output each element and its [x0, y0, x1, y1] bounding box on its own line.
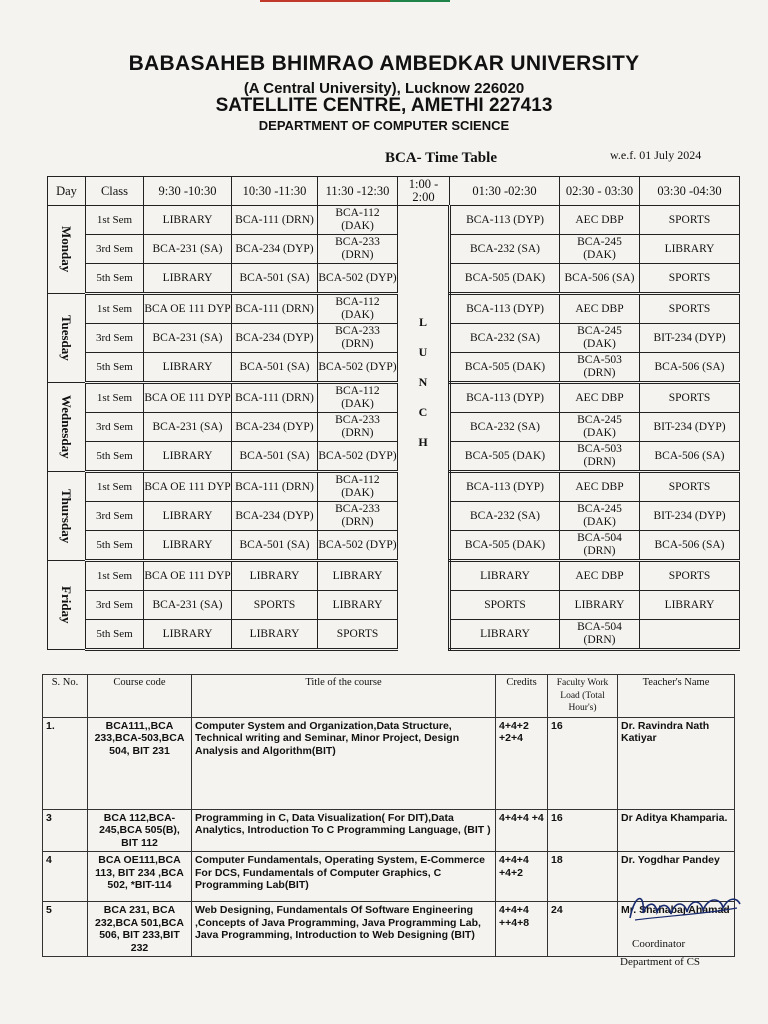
course-title: Web Designing, Fundamentals Of Software Engineering ,Concepts of Java Programming, Java Programming Lab, Java Programming, Introduction to Web Designing (BIT): [192, 902, 496, 957]
course-load: 16: [548, 717, 618, 809]
lunch-letter: U: [418, 345, 428, 359]
timetable-cell: BCA-112 (DAK): [318, 294, 398, 324]
timetable-cell: BCA-234 (DYP): [232, 413, 318, 442]
timetable-row: [48, 620, 740, 650]
lunch-column: [398, 206, 450, 650]
timetable-cell: SPORTS: [640, 561, 740, 591]
timetable-cell: BCA-112 (DAK): [318, 206, 398, 235]
timetable-cell: BCA-502 (DYP): [318, 442, 398, 472]
timetable-cell: BCA-506 (SA): [560, 264, 640, 294]
timetable-cell: BIT-234 (DYP): [640, 502, 740, 531]
timetable-cell: LIBRARY: [318, 561, 398, 591]
timetable-cell: BCA-111 (DRN): [232, 206, 318, 235]
timetable-cell: AEC DBP: [560, 472, 640, 502]
timetable-cell: LIBRARY: [144, 502, 232, 531]
department-label: Department of CS: [620, 956, 701, 968]
timetable-cell: LIBRARY: [144, 442, 232, 472]
timetable-cell: SPORTS: [640, 472, 740, 502]
course-column-header: S. No.: [43, 675, 88, 718]
timetable-column-header: 03:30 -04:30: [640, 177, 740, 206]
semester-label: 3rd Sem: [86, 591, 144, 620]
timetable-cell: BCA-501 (SA): [232, 531, 318, 561]
timetable-column-header: Class: [86, 177, 144, 206]
timetable-cell: LIBRARY: [144, 353, 232, 383]
course-column-header: Title of the course: [192, 675, 496, 718]
course-row: [43, 717, 735, 809]
course-row: [43, 809, 735, 852]
timetable-cell: AEC DBP: [560, 206, 640, 235]
timetable-cell: BCA-245 (DAK): [560, 502, 640, 531]
department-name: DEPARTMENT OF COMPUTER SCIENCE: [258, 118, 510, 133]
semester-label: 1st Sem: [86, 383, 144, 413]
timetable-row: [48, 502, 740, 531]
timetable-cell: LIBRARY: [144, 206, 232, 235]
timetable-row: [48, 413, 740, 442]
timetable-title: BCA- Time Table: [385, 150, 497, 166]
course-teacher: Dr. Ravindra Nath Katiyar: [618, 717, 735, 809]
timetable-cell: BCA-231 (SA): [144, 413, 232, 442]
timetable-cell: BCA-232 (SA): [450, 235, 560, 264]
timetable-row: [48, 591, 740, 620]
timetable-cell: SPORTS: [318, 620, 398, 650]
timetable-cell: BCA-111 (DRN): [232, 294, 318, 324]
timetable-cell: LIBRARY: [640, 591, 740, 620]
timetable-cell: SPORTS: [640, 294, 740, 324]
course-code: BCA 231, BCA 232,BCA 501,BCA 506, BIT 233,BIT 232: [88, 902, 192, 957]
course-column-header: Faculty Work Load (Total Hour's): [548, 675, 618, 718]
timetable-cell: BCA-502 (DYP): [318, 264, 398, 294]
timetable-cell: BCA-232 (SA): [450, 324, 560, 353]
timetable-cell: LIBRARY: [318, 591, 398, 620]
timetable-cell: BCA-503 (DRN): [560, 353, 640, 383]
course-column-header: Teacher's Name: [618, 675, 735, 718]
timetable-row: [48, 206, 740, 235]
course-teacher: Dr Aditya Khamparia.: [618, 809, 735, 852]
course-title: Computer Fundamentals, Operating System, E-Commerce For DCS, Fundamentals of Computer Graphics, C Programming Lab(BIT): [192, 852, 496, 902]
semester-label: 1st Sem: [86, 294, 144, 324]
course-credits: 4+4+4 ++4+8: [496, 902, 548, 957]
timetable-cell: BCA-231 (SA): [144, 324, 232, 353]
day-label: Monday: [48, 206, 86, 294]
timetable-cell: LIBRARY: [560, 591, 640, 620]
timetable-cell: LIBRARY: [144, 620, 232, 650]
timetable-cell: BCA-245 (DAK): [560, 413, 640, 442]
timetable-column-header: 1:00 - 2:00: [398, 177, 450, 206]
timetable-cell: BCA-232 (SA): [450, 413, 560, 442]
timetable-row: [48, 383, 740, 413]
timetable-column-header: 9:30 -10:30: [144, 177, 232, 206]
timetable-column-header: Day: [48, 177, 86, 206]
course-code: BCA OE111,BCA 113, BIT 234 ,BCA 502, *BIT-114: [88, 852, 192, 902]
course-code: BCA111,,BCA 233,BCA-503,BCA 504, BIT 231: [88, 717, 192, 809]
timetable-cell: AEC DBP: [560, 383, 640, 413]
timetable-cell: AEC DBP: [560, 561, 640, 591]
timetable-cell: LIBRARY: [232, 561, 318, 591]
semester-label: 5th Sem: [86, 531, 144, 561]
timetable-cell: LIBRARY: [450, 561, 560, 591]
timetable-cell: SPORTS: [640, 264, 740, 294]
timetable-cell: LIBRARY: [144, 531, 232, 561]
timetable-cell: LIBRARY: [144, 264, 232, 294]
semester-label: 5th Sem: [86, 264, 144, 294]
timetable-row: [48, 561, 740, 591]
timetable-cell: BCA-113 (DYP): [450, 383, 560, 413]
timetable-cell: BCA-502 (DYP): [318, 353, 398, 383]
timetable-cell: BCA-501 (SA): [232, 353, 318, 383]
timetable-cell: LIBRARY: [640, 235, 740, 264]
timetable-column-header: 01:30 -02:30: [450, 177, 560, 206]
university-subtitle: (A Central University), Lucknow 226020: [243, 80, 525, 97]
course-no: 1.: [43, 717, 88, 809]
timetable-cell: BCA-233 (DRN): [318, 413, 398, 442]
top-stripe: [0, 0, 768, 5]
timetable-cell: LIBRARY: [232, 620, 318, 650]
timetable-cell: [640, 620, 740, 650]
timetable-cell: BCA-112 (DAK): [318, 472, 398, 502]
centre-name: SATELLITE CENTRE, AMETHI 227413: [215, 95, 553, 116]
timetable-row: [48, 472, 740, 502]
timetable-cell: BCA-112 (DAK): [318, 383, 398, 413]
timetable-cell: BCA-234 (DYP): [232, 502, 318, 531]
timetable-cell: AEC DBP: [560, 294, 640, 324]
effective-date: w.e.f. 01 July 2024: [610, 148, 702, 162]
coordinator-label: Coordinator: [632, 938, 686, 950]
timetable-cell: BCA-231 (SA): [144, 235, 232, 264]
timetable-column-header: 10:30 -11:30: [232, 177, 318, 206]
lunch-letter: L: [418, 315, 427, 329]
timetable-cell: SPORTS: [640, 206, 740, 235]
course-no: 4: [43, 852, 88, 902]
timetable-cell: BCA-505 (DAK): [450, 353, 560, 383]
timetable-cell: BCA-113 (DYP): [450, 294, 560, 324]
course-teacher: Mr. Shahabaj Ahamad: [618, 902, 735, 957]
timetable-cell: BCA-232 (SA): [450, 502, 560, 531]
timetable-cell: BCA OE 111 DYP: [144, 561, 232, 591]
timetable-row: [48, 264, 740, 294]
timetable-cell: BCA-234 (DYP): [232, 324, 318, 353]
day-label: Friday: [48, 561, 86, 650]
timetable-cell: BCA-505 (DAK): [450, 531, 560, 561]
course-no: 3: [43, 809, 88, 852]
timetable-cell: BCA-245 (DAK): [560, 235, 640, 264]
day-label: Tuesday: [48, 294, 86, 383]
day-label: Thursday: [48, 472, 86, 561]
semester-label: 5th Sem: [86, 620, 144, 650]
timetable-header: [48, 177, 740, 206]
timetable-row: [48, 324, 740, 353]
timetable-cell: BCA-233 (DRN): [318, 324, 398, 353]
timetable-cell: BCA-506 (SA): [640, 442, 740, 472]
semester-label: 3rd Sem: [86, 235, 144, 264]
semester-label: 5th Sem: [86, 353, 144, 383]
course-table-header: [43, 675, 735, 718]
course-title: Computer System and Organization,Data Structure, Technical writing and Seminar, Minor Project, Design Analysis and Algorithm(BIT): [192, 717, 496, 809]
timetable-cell: BCA-113 (DYP): [450, 206, 560, 235]
course-credits: 4+4+4 +4+2: [496, 852, 548, 902]
university-name: BABASAHEB BHIMRAO AMBEDKAR UNIVERSITY: [128, 52, 640, 75]
course-column-header: Credits: [496, 675, 548, 718]
timetable-cell: BCA-505 (DAK): [450, 442, 560, 472]
course-credits: 4+4+4 +4: [496, 809, 548, 852]
timetable-cell: BCA-113 (DYP): [450, 472, 560, 502]
course-load: 18: [548, 852, 618, 902]
timetable-cell: BIT-234 (DYP): [640, 324, 740, 353]
timetable-cell: BCA-233 (DRN): [318, 235, 398, 264]
timetable-cell: BCA OE 111 DYP: [144, 472, 232, 502]
timetable-cell: BCA-501 (SA): [232, 442, 318, 472]
timetable-row: [48, 531, 740, 561]
semester-label: 5th Sem: [86, 442, 144, 472]
coordinator-signature: [625, 888, 745, 928]
course-load: 24: [548, 902, 618, 957]
timetable-column-header: 02:30 - 03:30: [560, 177, 640, 206]
timetable-cell: BCA-231 (SA): [144, 591, 232, 620]
timetable-cell: BCA-233 (DRN): [318, 502, 398, 531]
timetable-cell: BCA OE 111 DYP: [144, 294, 232, 324]
timetable-cell: SPORTS: [232, 591, 318, 620]
timetable-cell: BCA-503 (DRN): [560, 442, 640, 472]
lunch-letter: H: [418, 435, 428, 449]
timetable-cell: BCA-234 (DYP): [232, 235, 318, 264]
timetable-cell: BCA-504 (DRN): [560, 531, 640, 561]
course-teacher: Dr. Yogdhar Pandey: [618, 852, 735, 902]
timetable-cell: SPORTS: [640, 383, 740, 413]
timetable-cell: BCA-504 (DRN): [560, 620, 640, 650]
timetable-cell: LIBRARY: [450, 620, 560, 650]
timetable-cell: BCA-501 (SA): [232, 264, 318, 294]
timetable-cell: BIT-234 (DYP): [640, 413, 740, 442]
semester-label: 1st Sem: [86, 206, 144, 235]
semester-label: 1st Sem: [86, 561, 144, 591]
timetable-cell: BCA-502 (DYP): [318, 531, 398, 561]
timetable-cell: BCA-245 (DAK): [560, 324, 640, 353]
course-no: 5: [43, 902, 88, 957]
semester-label: 1st Sem: [86, 472, 144, 502]
timetable-cell: BCA-506 (SA): [640, 531, 740, 561]
semester-label: 3rd Sem: [86, 502, 144, 531]
timetable-row: [48, 235, 740, 264]
timetable-row: [48, 442, 740, 472]
timetable: [47, 176, 740, 651]
course-credits: 4+4+2 +2+4: [496, 717, 548, 809]
course-code: BCA 112,BCA-245,BCA 505(B), BIT 112: [88, 809, 192, 852]
timetable-row: [48, 353, 740, 383]
timetable-cell: BCA-505 (DAK): [450, 264, 560, 294]
day-label: Wednesday: [48, 383, 86, 472]
lunch-letter: C: [418, 405, 428, 419]
timetable-row: [48, 294, 740, 324]
semester-label: 3rd Sem: [86, 413, 144, 442]
timetable-cell: BCA OE 111 DYP: [144, 383, 232, 413]
timetable-cell: SPORTS: [450, 591, 560, 620]
timetable-cell: BCA-506 (SA): [640, 353, 740, 383]
course-load: 16: [548, 809, 618, 852]
timetable-column-header: 11:30 -12:30: [318, 177, 398, 206]
timetable-cell: BCA-111 (DRN): [232, 383, 318, 413]
lunch-letter: N: [418, 375, 428, 389]
course-title: Programming in C, Data Visualization( For DIT),Data Analytics, Introduction To C Programming Language, (BIT ): [192, 809, 496, 852]
course-column-header: Course code: [88, 675, 192, 718]
semester-label: 3rd Sem: [86, 324, 144, 353]
timetable-cell: BCA-111 (DRN): [232, 472, 318, 502]
